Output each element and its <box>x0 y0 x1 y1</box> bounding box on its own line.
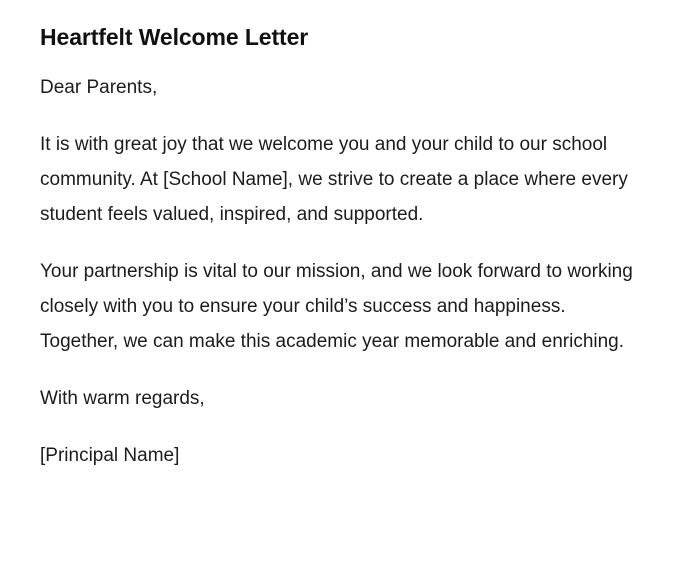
body-paragraph-1: It is with great joy that we welcome you and your child to our school community. At [School Name], we strive to create a place where every student feels valued, inspired, and supported. <box>40 134 628 225</box>
body-paragraph-2: Your partnership is vital to our mission, and we look forward to working closely with you to ensure your child’s success and happiness. Together, we can make this academic year memorable and enriching. <box>40 261 633 352</box>
closing-line: With warm regards, <box>40 388 205 409</box>
letter-body <box>40 70 640 473</box>
salutation: Dear Parents, <box>40 77 158 98</box>
page-title: Heartfelt Welcome Letter <box>40 24 309 50</box>
signature-line: [Principal Name] <box>40 445 180 466</box>
